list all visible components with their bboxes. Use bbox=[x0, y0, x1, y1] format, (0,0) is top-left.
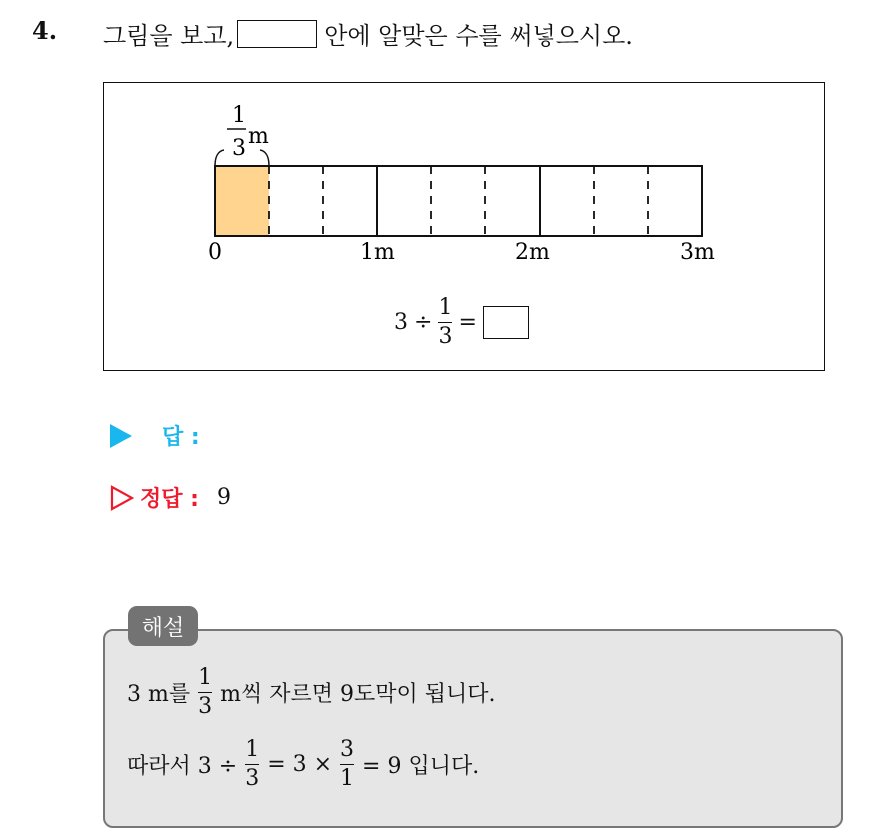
correct-answer-label: 정답 : bbox=[140, 487, 199, 512]
sol1-fraction bbox=[198, 667, 212, 718]
sol1-fraction-bar bbox=[198, 692, 212, 693]
sol1-prefix: 3 m를 bbox=[127, 682, 191, 707]
eq-denominator: 3 bbox=[438, 324, 453, 349]
tick-label-1m: 1m bbox=[360, 240, 395, 265]
answer-triangle-icon bbox=[110, 424, 132, 448]
question-number: 4. bbox=[32, 16, 58, 45]
solution-line-1 bbox=[127, 667, 495, 718]
question-text-before: 그림을 보고, bbox=[103, 22, 235, 50]
dashed-dividers bbox=[269, 166, 648, 236]
eq-left: 3 bbox=[394, 310, 408, 335]
correct-answer-row bbox=[110, 482, 231, 513]
sol1-denominator: 3 bbox=[198, 694, 213, 719]
sol2-fraction-1 bbox=[245, 739, 259, 790]
sol2-frac1-bar bbox=[245, 764, 259, 765]
answer-label: 답 : bbox=[162, 425, 200, 450]
tick-label-2m: 2m bbox=[515, 240, 550, 265]
eq-numerator: 1 bbox=[438, 295, 453, 320]
sol2-frac1-denominator: 3 bbox=[245, 766, 260, 791]
question-blank-box bbox=[237, 20, 317, 48]
solution-line-2 bbox=[127, 739, 479, 790]
brace-denominator: 3 bbox=[232, 136, 246, 161]
figure-panel bbox=[103, 82, 825, 371]
tick-label-0: 0 bbox=[208, 240, 222, 265]
question-text-after: 안에 알맞은 수를 써넣으시오. bbox=[324, 22, 633, 50]
correct-answer-value: 9 bbox=[216, 485, 231, 510]
question-text bbox=[103, 16, 633, 51]
sol2-frac2-numerator: 3 bbox=[340, 737, 355, 762]
sol2-middle: = 3 × bbox=[267, 752, 333, 777]
strip-outline bbox=[215, 166, 702, 236]
eq-answer-box bbox=[483, 306, 529, 339]
solution-box bbox=[103, 629, 843, 828]
sol2-fraction-2 bbox=[340, 739, 354, 790]
sol2-prefix: 따라서 3 ÷ bbox=[127, 754, 238, 779]
sol2-frac2-bar bbox=[340, 764, 354, 765]
sol1-suffix: m씩 자르면 9도막이 됩니다. bbox=[220, 682, 496, 707]
sol2-frac1-numerator: 1 bbox=[245, 737, 260, 762]
answer-row bbox=[110, 420, 200, 451]
figure-equation bbox=[394, 297, 529, 348]
eq-fraction-bar bbox=[438, 322, 452, 323]
eq-fraction bbox=[438, 297, 452, 348]
eq-equals: = bbox=[458, 310, 477, 335]
solution-tag: 해설 bbox=[128, 606, 198, 646]
shaded-segment bbox=[215, 166, 269, 236]
sol1-numerator: 1 bbox=[198, 665, 213, 690]
eq-op: ÷ bbox=[414, 310, 433, 335]
sol2-frac2-denominator: 1 bbox=[340, 766, 355, 791]
brace-unit: m bbox=[248, 124, 269, 149]
correct-triangle-icon bbox=[110, 485, 134, 511]
sol2-suffix: = 9 입니다. bbox=[362, 754, 480, 779]
tick-label-3m: 3m bbox=[680, 240, 715, 265]
brace-numerator: 1 bbox=[232, 103, 246, 128]
